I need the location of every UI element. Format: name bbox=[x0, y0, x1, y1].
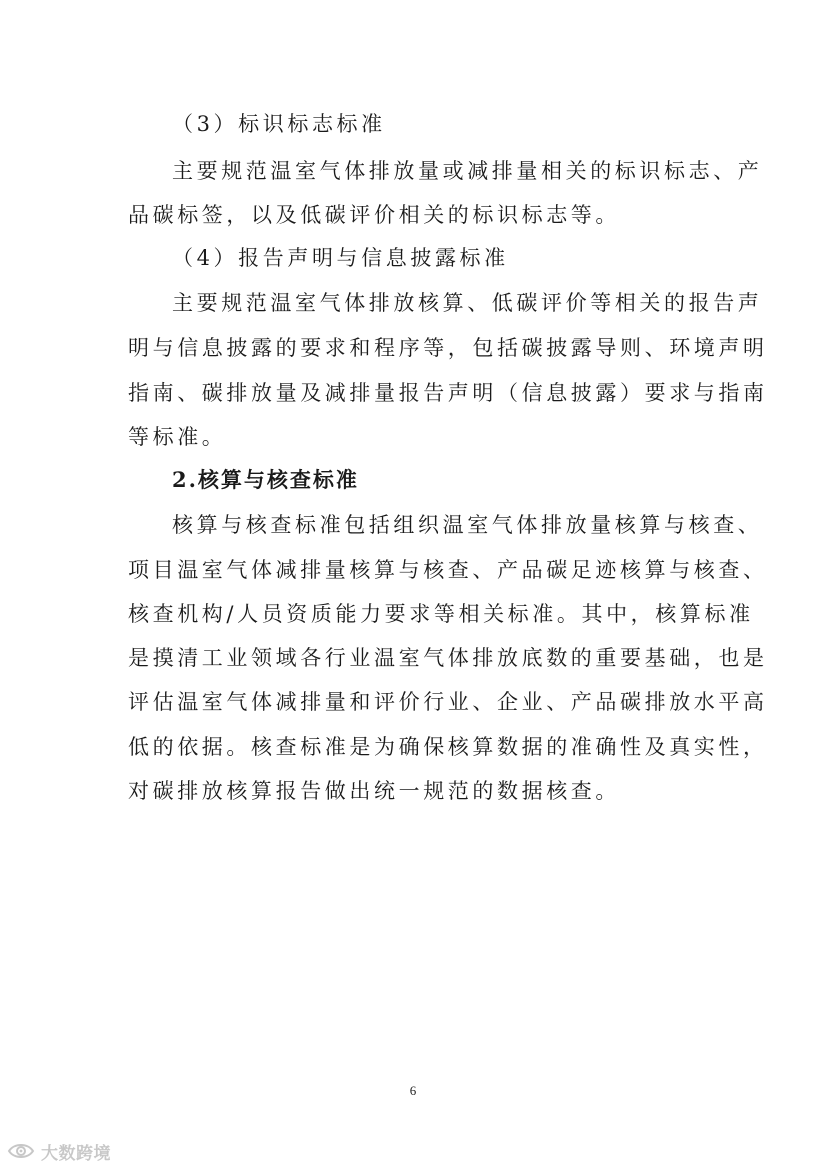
subheading-3: （3）标识标志标准 bbox=[172, 112, 386, 136]
paragraph-line: 对碳排放核算报告做出统一规范的数据核查。 bbox=[128, 779, 620, 803]
paragraph-line: 评估温室气体减排量和评价行业、企业、产品碳排放水平高 bbox=[128, 690, 768, 714]
eye-logo-icon bbox=[6, 1140, 36, 1162]
paragraph-line: 是摸清工业领域各行业温室气体排放底数的重要基础，也是 bbox=[128, 646, 768, 670]
paragraph-line: 主要规范温室气体排放核算、低碳评价等相关的报告声 bbox=[172, 291, 763, 315]
page-number: 6 bbox=[409, 1083, 417, 1098]
paragraph-line: 指南、碳排放量及减排量报告声明（信息披露）要求与指南 bbox=[128, 381, 768, 405]
subheading-4: （4）报告声明与信息披露标准 bbox=[172, 246, 509, 270]
paragraph-line: 核查机构/人员资质能力要求等相关标准。其中，核算标准 bbox=[128, 602, 754, 626]
watermark-text: 大数跨境 bbox=[41, 1143, 111, 1164]
watermark bbox=[6, 1138, 111, 1164]
paragraph-line: 等标准。 bbox=[128, 425, 227, 449]
paragraph-line: 主要规范温室气体排放量或减排量相关的标识标志、产 bbox=[172, 159, 763, 183]
paragraph-line: 低的依据。核查标准是为确保核算数据的准确性及真实性， bbox=[128, 735, 768, 759]
paragraph-line: 核算与核查标准包括组织温室气体排放量核算与核查、 bbox=[172, 513, 763, 537]
paragraph-line: 品碳标签，以及低碳评价相关的标识标志等。 bbox=[128, 203, 620, 227]
paragraph-line: 明与信息披露的要求和程序等，包括碳披露导则、环境声明 bbox=[128, 336, 768, 360]
paragraph-line: 项目温室气体减排量核算与核查、产品碳足迹核算与核查、 bbox=[128, 558, 768, 582]
section-heading: 2.核算与核查标准 bbox=[172, 467, 359, 492]
